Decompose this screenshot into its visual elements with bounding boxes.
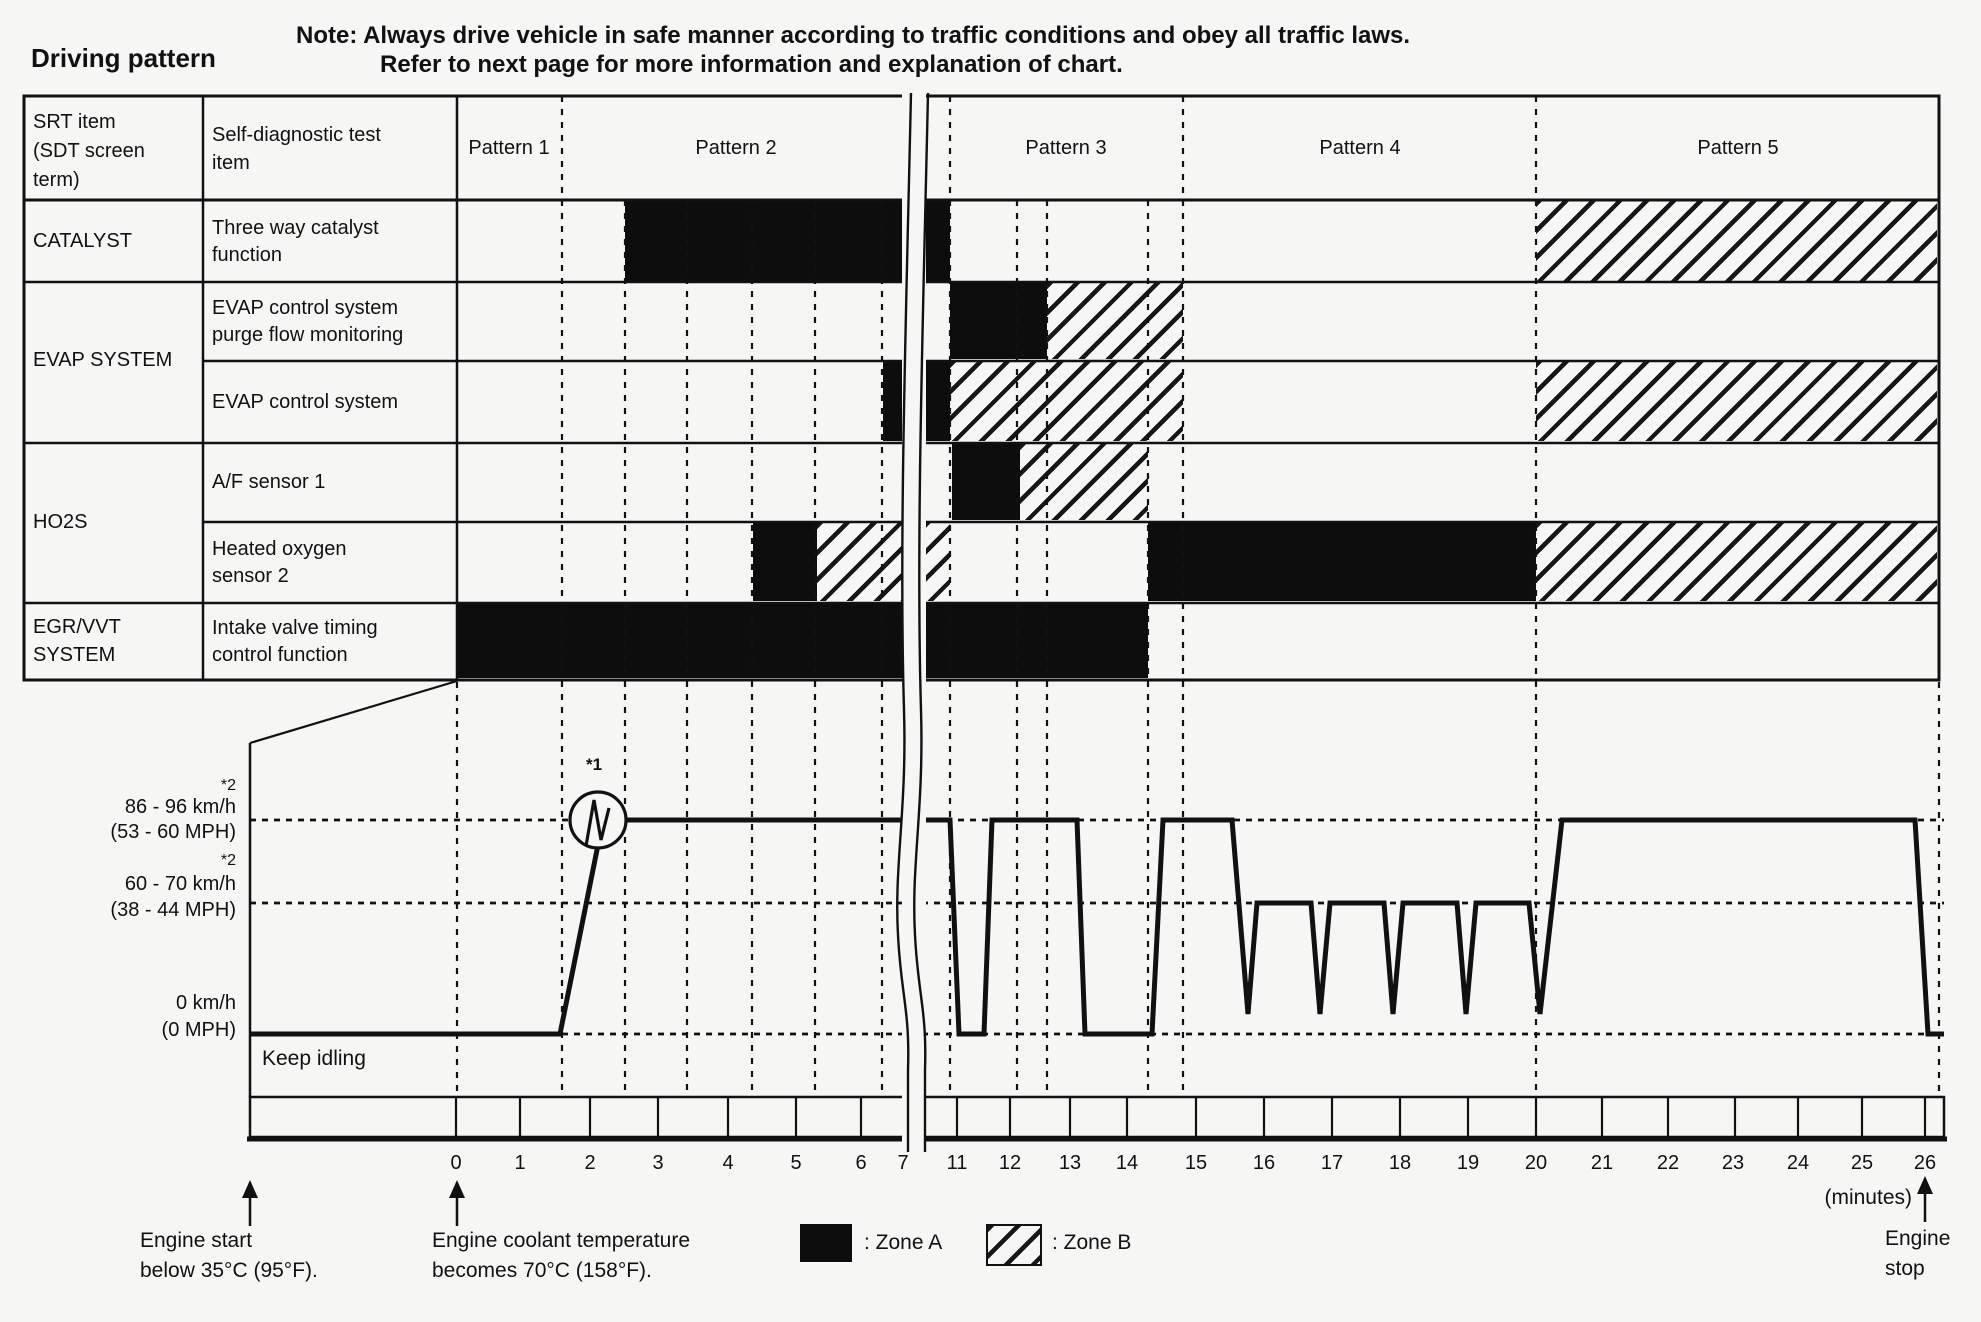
minute-tick-label: 0 [450, 1152, 462, 1174]
pattern-header-pattern-1: Pattern 1 [468, 137, 550, 159]
test-item-label: EVAP control system [212, 390, 398, 413]
srt-item-column-header: term) [33, 169, 80, 191]
engine-stop-note-line2: stop [1885, 1257, 1925, 1280]
zone-b-label: : Zone B [1052, 1231, 1132, 1254]
minute-tick-label: 19 [1456, 1152, 1480, 1174]
srt-item-label: CATALYST [33, 230, 132, 252]
test-item-label: EVAP control system [212, 296, 398, 319]
speed-axis-label: 0 km/h [175, 992, 236, 1014]
minute-tick-label: 12 [998, 1152, 1022, 1174]
minute-tick-label: 5 [790, 1152, 802, 1174]
speed-axis-label: (38 - 44 MPH) [110, 899, 236, 921]
test-item-label: function [212, 243, 283, 266]
minute-tick-label: 2 [584, 1152, 596, 1174]
pattern-header-pattern-2: Pattern 2 [695, 137, 777, 159]
srt-item-label: HO2S [33, 511, 88, 533]
pattern-header-pattern-3: Pattern 3 [1025, 137, 1107, 159]
minute-tick-label: 14 [1115, 1152, 1139, 1174]
coolant-temp-note-line1: Engine coolant temperature [432, 1229, 690, 1252]
engine-start-note-line2: below 35°C (95°F). [140, 1259, 318, 1282]
test-item-label: Intake valve timing [212, 616, 378, 639]
srt-item-label: EGR/VVT [33, 616, 121, 638]
minute-tick-label: 13 [1058, 1152, 1082, 1174]
srt-item-label: SYSTEM [33, 644, 116, 666]
pattern-header-pattern-4: Pattern 4 [1319, 137, 1401, 159]
test-item-label: purge flow monitoring [212, 323, 404, 346]
zone-a-label: : Zone A [864, 1231, 943, 1254]
zone-a-swatch [800, 1224, 852, 1262]
minutes-unit-label: (minutes) [1824, 1186, 1912, 1209]
test-item-column-header: Self-diagnostic test [212, 124, 381, 146]
speed-axis-label: (53 - 60 MPH) [110, 821, 236, 843]
minute-tick-label: 1 [514, 1152, 526, 1174]
zone-b-swatch [986, 1224, 1042, 1266]
minute-tick-label: 7 [897, 1152, 909, 1174]
coolant-temp-note-line2: becomes 70°C (158°F). [432, 1259, 652, 1282]
minute-tick-label: 16 [1252, 1152, 1276, 1174]
minute-tick-label: 17 [1320, 1152, 1344, 1174]
test-item-label: Heated oxygen [212, 537, 347, 560]
speed-axis-label: *2 [220, 852, 236, 869]
minute-tick-label: 25 [1850, 1152, 1874, 1174]
footnote-1-marker: *1 [585, 755, 603, 774]
test-item-label: sensor 2 [212, 564, 289, 587]
keep-idling-label: Keep idling [262, 1047, 366, 1070]
speed-axis-label: 60 - 70 km/h [124, 873, 236, 895]
pattern-header-pattern-5: Pattern 5 [1697, 137, 1779, 159]
minute-tick-label: 3 [652, 1152, 664, 1174]
minute-tick-label: 23 [1721, 1152, 1745, 1174]
engine-start-note-line1: Engine start [140, 1229, 253, 1252]
minute-tick-label: 21 [1590, 1152, 1614, 1174]
speed-axis-label: (0 MPH) [161, 1019, 236, 1041]
srt-item-column-header: SRT item [33, 111, 116, 133]
test-item-column-header: item [212, 152, 250, 174]
srt-item-label: EVAP SYSTEM [33, 349, 173, 371]
note-line2: Refer to next page for more information and explanation of chart. [380, 51, 1123, 78]
minute-tick-label: 20 [1524, 1152, 1548, 1174]
test-item-label: control function [212, 643, 348, 666]
srt-item-column-header: (SDT screen [33, 140, 145, 162]
minute-tick-label: 15 [1184, 1152, 1208, 1174]
page-title: Driving pattern [31, 43, 216, 73]
minute-tick-label: 6 [855, 1152, 867, 1174]
minute-tick-label: 4 [722, 1152, 734, 1174]
note-line1: Note: Always drive vehicle in safe manner according to traffic conditions and obey all traffic laws. [296, 22, 1411, 49]
minute-tick-label: 22 [1656, 1152, 1680, 1174]
minute-tick-label: 24 [1786, 1152, 1810, 1174]
test-item-label: A/F sensor 1 [212, 471, 326, 493]
minute-tick-label: 26 [1913, 1152, 1937, 1174]
minute-tick-label: 11 [946, 1152, 968, 1174]
test-item-label: Three way catalyst [212, 216, 379, 239]
engine-stop-note-line1: Engine [1885, 1227, 1951, 1250]
minute-tick-label: 18 [1388, 1152, 1412, 1174]
speed-axis-label: 86 - 96 km/h [124, 796, 236, 818]
speed-axis-label: *2 [220, 777, 236, 794]
